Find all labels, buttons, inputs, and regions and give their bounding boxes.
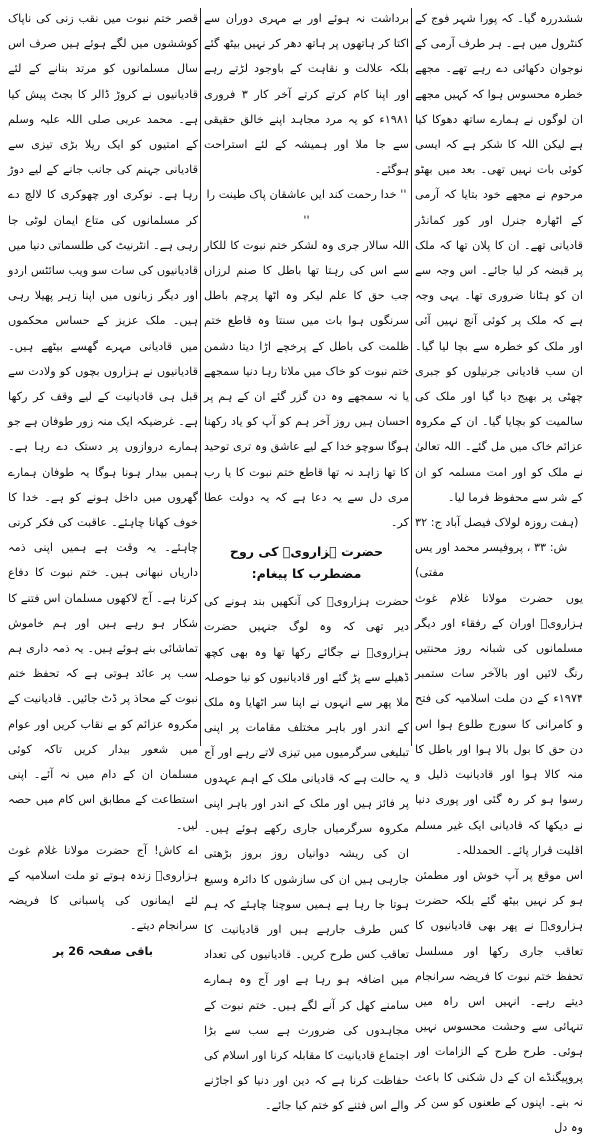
col1-reference: (ہفت روزہ لولاک فیصل آباد ج: ۳۲ ش: ۳۳ ، پروفیسر محمد اور یس مفتی) — [415, 516, 579, 580]
col2-paragraph-1: برداشت نہ ہوئے اور بے مہری دوران سے اکتا کر ہاتھوں پر ہاتھ دھر کر نہیں بیٹھ گئے بلکہ علالت و نقاہت کے باوجود لڑتے رہے اور اپنا کام کرتے کرتے آخر کار ۳ فروری ۱۹۸۱ء کو یہ مرد مجاہد اپنے خالق حقیقی سے جا ملا اور ہمیشہ کے لئے استراحت ہوگئے۔ — [204, 12, 409, 177]
column-divider-1 — [411, 8, 412, 746]
col3-paragraph-1: قصر ختم نبوت میں نقب زنی کی ناپاک کوششوں میں لگے ہوئے ہیں صرف اس سال مسلمانوں کو مرتد بنانے کے لئے قادیانیوں نے کروڑ ڈالر کا بجٹ پیش کیا ہے۔ محمد عربی صلی اللہ علیہ وسلم کے امتیوں کو ایک ریلا بڑی تیزی سے قادیانی جہنم کی جانب جانے کے لیے دوڑ رہا ہے۔ نوکری اور چھوکری کا لالچ دے کر مسلمانوں کی متاع ایمان لوٹی جا رہی ہے۔ انٹرنیٹ کی طلسماتی دنیا میں قادیانیوں کی سات سو ویب سائٹس اردو اور دیگر زبانوں میں اپنا زہر پھیلا رہی ہیں۔ ملک عزیز کے حساس محکموں میں قادیانی مہرے گھسے بیٹھے ہیں۔ قادیانیوں نے ہزاروں بچوں کو ولادت سے قبل ہی قادیانیت کے لیے وقف کر رکھا ہے۔ غرضیکہ ایک منہ زور طوفان ہے جو ہمارے دروازوں پر دستک دے رہا ہے۔ ہمیں بیدار ہونا ہوگا یہ طوفان ہمارے گھروں میں داخل ہونے کو ہے۔ خدا کا خوف کھانا چاہئے۔ عاقبت کی فکر کرنی چاہئے۔ یہ وقت ہے ہمیں اپنی ذمہ داریاں نبھانی ہیں۔ ختم نبوت کا دفاع کرنا ہے۔ آج لاکھوں مسلمان اس فتنے کا شکار ہو رہے ہیں اور ہم خاموش تماشائی بنے ہوئے ہیں۔ یہ ذمہ داری ہم سب پر عائد ہوتی ہے کہ تحفظ ختم نبوت کے محاذ پر ڈٹ جائیں۔ قادیانیت کے مکروہ عزائم کو بے نقاب کریں اور عوام میں شعور بیدار کریں تاکہ کوئی مسلمان ان کے دام میں نہ آئے۔ اپنی استطاعت کے مطابق اس کام میں حصہ لیں۔ — [8, 12, 198, 832]
col2-paragraph-2: اللہ سالار جری وہ لشکر ختم نبوت کا للکار سے اس کی رہتا تھا باطل کا صنم لرزاں جب حق کا علم لیکر وہ اٹھا پرچم باطل سرنگوں ہوا بات میں سنتا وہ قاطع ختم ظلمت کی باطل کے پرخچے اڑا دیتا دشمن ختم نبوت کو خاک میں ملاتا رہا دنیا سمجھے یا نہ سمجھے وہ دن گزر گئے ان کے ہم پر احسان ہیں روز آخر ہم کو آپ کو یاد رکھنا ہوگا سوچو خدا کے لیے عاشق وہ تری توحید کا تھا زاہد نہ تھا قاطع ختم نبوت کا یا رب مری دل سے یہ دعا ہے کہ یہ دولت عطا کر۔ — [204, 238, 409, 530]
column-middle — [204, 6, 409, 1113]
column-right — [415, 6, 583, 1134]
column-divider-2 — [200, 8, 201, 746]
col2-poem-line: '' خدا رحمت کند ایں عاشقان پاک طینت را '' — [206, 188, 407, 227]
col1-paragraph-3: اس موقع پر آپ خوش اور مطمئن ہو کر نہیں بیٹھ گئے بلکہ حضرت ہزارویؒ نے پھر بھی قادیانیوں کا تعاقب جاری رکھا اور مسلسل تحفظ ختم نبوت کا فریضہ سرانجام دیتے رہے۔ انہیں اس راہ میں تنہائی سے وحشت محسوس نہیں ہوئی۔ طرح طرح کے الزامات اور پروپیگنڈے ان کے دل شکنی کا باعث نہ بنے۔ اپنوں کے طعنوں کو سن کر وہ دل — [415, 868, 583, 1134]
col3-paragraph-2: اے کاش! آج حضرت مولانا غلام غوث ہزارویؒ زندہ ہوتے تو ملت اسلامیہ کے لئے ایمانوں کی پاسبانی کا فریضہ سرانجام دیتے۔ — [8, 843, 198, 933]
col1-paragraph-2: یوں حضرت مولانا غلام غوث ہزارویؒ اوران کے رفقاء اور دیگر مسلمانوں کی شبانہ روز محنتیں رنگ لائیں اور بالآخر سات ستمبر ۱۹۷۴ء کے دن ملت اسلامیہ کی فتح و کامرانی کا سورج طلوع ہوا اس دن حق کا بول بالا ہوا اور باطل کا منہ کالا ہوا اور قادیانیت ذلیل و رسوا ہو کر رہ گئی اور پوری دنیا نے دیکھا کہ قادیانی ایک غیر مسلم اقلیت قرار پائے۔ الحمدللہ۔ — [415, 591, 583, 857]
continued-note: باقی صفحہ 26 پر — [53, 944, 153, 958]
section-heading: حضرت ہزارویؒ کی روح مضطرب کا پیغام: — [229, 544, 384, 582]
col2-paragraph-3: حضرت ہزارویؒ کی آنکھیں بند ہونے کی دیر تھی کہ وہ لوگ جنہیں حضرت ہزارویؒ نے جگائے رکھا تھا وہ بھی کچھ ڈھیلے سے پڑ گئے اور قادیانیوں کو نیا حوصلہ ملا پھر سے انہوں نے اپنا سر اٹھایا وہ ملک کے اندر اور باہر مختلف مقامات پر اپنی تبلیغی سرگرمیوں میں تیزی لاتے رہے اور آج یہ حالت ہے کہ قادیانی ملک کے اہم عہدوں پر فائز ہیں اور ملک کے اندر اور باہر اپنی مکروہ سرگرمیاں جاری رکھے ہوئے ہیں۔ ان کی ریشہ دوانیاں روز بروز بڑھتی جارہی ہیں ان کی سازشوں کا دائرہ وسیع ہوتا جا رہا ہے ہمیں سوچنا چاہئے کہ ہم کس طرف جارہے ہیں اور قادیانیت کا تعاقب کس طرح کریں۔ قادیانیوں کی تعداد میں اضافہ ہو رہا ہے اور آج وہ ہمارے سامنے کھل کر آنے لگے ہیں۔ ختم نبوت کے مجاہدوں کی ضرورت ہے سب سے بڑا اجتماع قادیانیت کا مقابلہ کرنا اور اسلام کی حفاظت کرنا ہے کہ دین اور دنیا کو اجاڑنے والے اس فتنے کو ختم کیا جائے۔ — [204, 595, 409, 1113]
col1-paragraph-1: ششدررہ گیا۔ کہ پورا شہر فوج کے کنٹرول میں ہے۔ ہر طرف آرمی کے نوجوان دکھائی دے رہے تھے۔ مجھے خطرہ محسوس ہوا کہ کہیں مجھے ان لوگوں نے ہمارے ساتھ دھوکا کیا ہے لیکن اللہ کا شکر ہے کہ ایسی کوئی بات نہیں تھی۔ بعد میں بھٹو مرحوم نے مجھے خود بتایا کہ آرمی کے اٹھارہ جنرل اور کور کمانڈر قادیانی تھے۔ ان کا پلان تھا کہ ملک پر قبضہ کر لیا جائے۔ اس وجہ سے ان کو ہٹانا ضروری تھا۔ یہی وجہ ہے کہ ملک پر کوئی آنچ نہیں آئی اور ملک کو خطرہ سے بچا لیا گیا۔ ان سب قادیانی جرنیلوں کو جبری چھٹی پر بھیج دیا گیا اور ملک کی سالمیت کو بچایا گیا۔ ان کے مکروہ عزائم خاک میں مل گئے۔ اللہ تعالیٰ نے ملک کو اور امت مسلمہ کو ان کے شر سے محفوظ فرما لیا۔ — [415, 12, 583, 504]
column-left — [8, 6, 198, 958]
